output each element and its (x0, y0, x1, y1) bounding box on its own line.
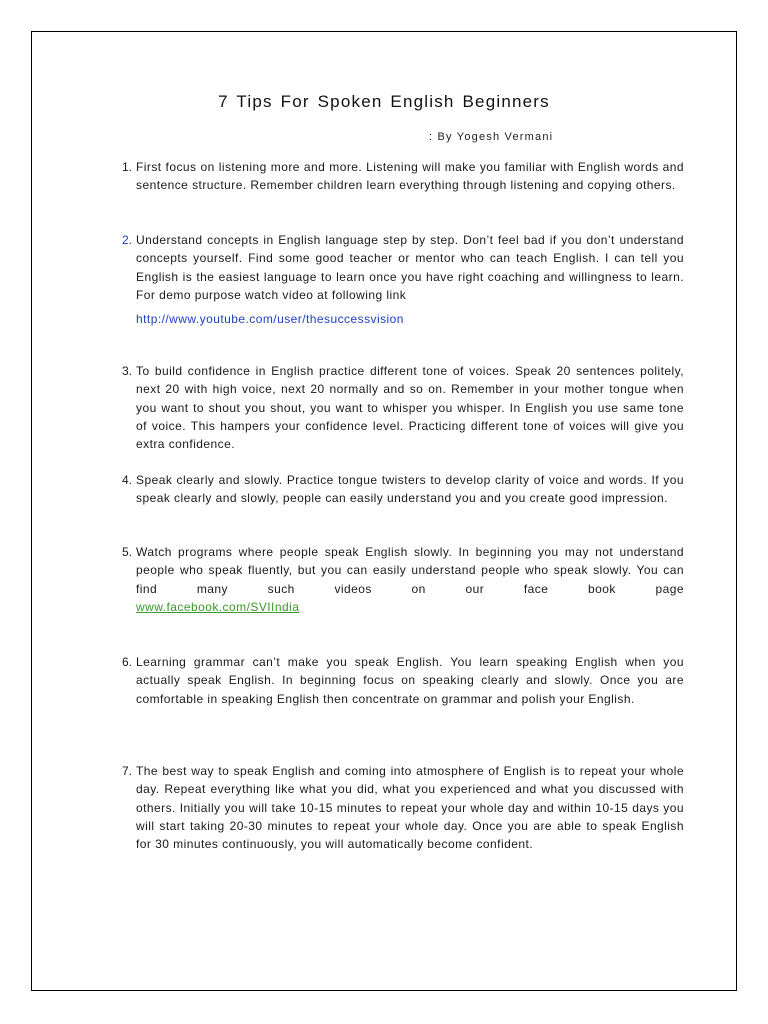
tip-number: 7. (121, 764, 132, 778)
tip-text: Understand concepts in English language step by step. Don’t feel bad if you don’t understand concepts yourself. Find some good teacher or mentor who can teach English. I can tell you English is the easiest language to learn once you have right coaching and willingness to learn. For demo purpose watch video at following link (136, 233, 684, 302)
tip-text: First focus on listening more and more. Listening will make you familiar with English words and sentence structure. Remember children learn everything through listening and copying others. (136, 160, 684, 193)
tip-number: 3. (121, 364, 132, 378)
tip-number: 1. (121, 160, 132, 174)
author-byline: : By Yogesh Vermani (429, 131, 554, 143)
tip-text: Speak clearly and slowly. Practice tongue twisters to develop clarity of voice and words. If you speak clearly and slowly, people can easily understand you and you create good impression. (136, 473, 684, 506)
list-item-tip-2 (110, 231, 684, 304)
tip-text: The best way to speak English and coming into atmosphere of English is to repeat your whole day. Repeat everything like what you did, what you experienced and what you discussed with others. Initially you will take 10-15 minutes to repeat your whole day and within 10-15 days you will start taking 20-30 minutes to repeat your whole day. Once you are able to speak English for 30 minutes continuously, you will automatically become confident. (136, 764, 684, 852)
tip-text: Watch programs where people speak English slowly. In beginning you may not understand people who speak fluently, but you can easily understand people who speak slowly. You can find many such videos on our face book page (136, 545, 684, 596)
tip-text: To build confidence in English practice different tone of voices. Speak 20 sentences politely, next 20 with high voice, next 20 normally and so on. Remember in your mother tongue when you want to shout you shout, you want to whisper you whisper. In English you use same tone of voice. This hampers your confidence level. Practicing different tone of voices will give you extra confidence. (136, 364, 684, 452)
list-item-tip-6 (110, 653, 684, 708)
tip-number: 2. (121, 233, 132, 247)
tip-number: 4. (121, 473, 132, 487)
youtube-link[interactable]: http://www.youtube.com/user/thesuccessvision (136, 312, 404, 326)
tip-number: 5. (121, 545, 132, 559)
list-item-tip-5 (110, 543, 684, 616)
document-title: 7 Tips For Spoken English Beginners (218, 92, 550, 111)
list-item-tip-3 (110, 362, 684, 453)
tip-number: 6. (121, 655, 132, 669)
tip-text: Learning grammar can’t make you speak English. You learn speaking English when you actually speak English. In beginning focus on speaking clearly and slowly. Once you are comfortable in speaking English then concentrate on grammar and polish your English. (136, 655, 684, 706)
list-item-tip-4 (110, 471, 684, 508)
list-item-tip-1 (110, 158, 684, 195)
list-item-tip-7 (110, 762, 684, 853)
facebook-link[interactable]: www.facebook.com/SVIIndia (136, 599, 300, 614)
